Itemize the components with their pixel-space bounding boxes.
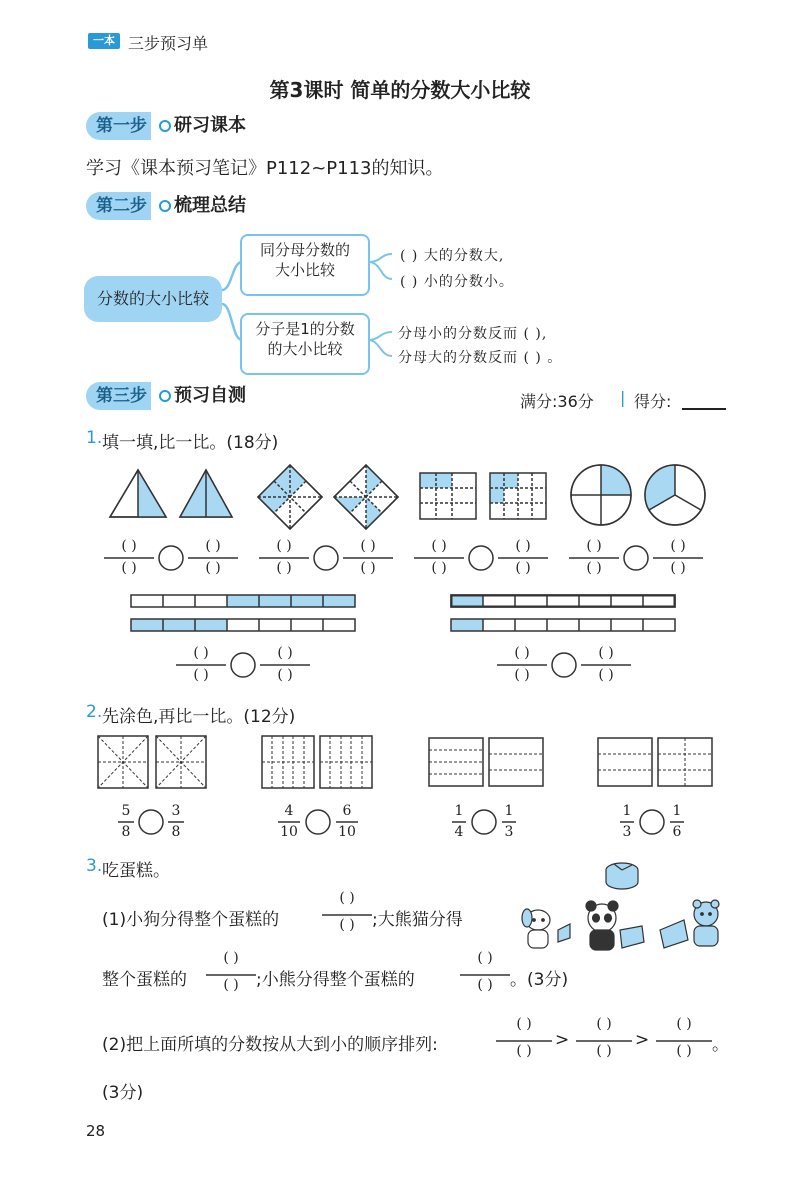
q2-compare-circle-4[interactable] xyxy=(640,810,664,834)
q2-rect-1-6 xyxy=(658,738,712,786)
q1-blank-10-den[interactable]: ( ) xyxy=(277,667,293,683)
q1-blank-9-den[interactable]: ( ) xyxy=(193,667,209,683)
q3-blank1-num[interactable]: ( ) xyxy=(339,890,355,906)
q3-p2-score: (3分) xyxy=(102,1083,144,1103)
q1-text: 填一填,比一比。(18分) xyxy=(102,433,279,453)
q3-blank2-den[interactable]: ( ) xyxy=(223,977,239,993)
q3-p2-gt1: > xyxy=(555,1030,570,1050)
q2-compare-circle-2[interactable] xyxy=(306,810,330,834)
step1-text: 学习《课本预习笔记》P112~P113的知识。 xyxy=(86,158,444,179)
q2-frac-4a-num: 1 xyxy=(622,803,632,819)
q1-strip-d xyxy=(451,619,675,631)
q1-blank-6-den[interactable]: ( ) xyxy=(515,560,531,576)
step1-tag: 第一步 xyxy=(86,112,151,140)
q3-p2-blank2-den[interactable]: ( ) xyxy=(596,1043,612,1059)
q2-frac-2a-num: 4 xyxy=(284,803,294,819)
q1-strip-b xyxy=(131,619,355,631)
full-score: 满分:36分 xyxy=(520,392,594,411)
q3-number: 3. xyxy=(86,856,103,876)
q3-p2-a: (2)把上面所填的分数按从大到小的顺序排列: xyxy=(102,1035,438,1055)
q3-p2-blank2-num[interactable]: ( ) xyxy=(596,1016,612,1032)
q2-frac-1b-den: 8 xyxy=(171,824,181,840)
branch1-title-line2: 大小比较 xyxy=(274,261,335,279)
q2-compare-circle-3[interactable] xyxy=(472,810,496,834)
lesson-title: 第3课时 简单的分数大小比较 xyxy=(269,78,531,102)
step1-name: 研习课本 xyxy=(174,115,246,136)
q1-blank-3-den[interactable]: ( ) xyxy=(276,560,292,576)
q1-circle-b xyxy=(645,465,705,525)
q2-rect-1-3b xyxy=(598,738,652,786)
q2-compare-circle-1[interactable] xyxy=(139,810,163,834)
q3-text: 吃蛋糕。 xyxy=(102,861,170,881)
q2-frac-2b-den: 10 xyxy=(338,824,356,840)
q1-grid-a xyxy=(420,473,476,519)
q3-p2-blank1-num[interactable]: ( ) xyxy=(516,1016,532,1032)
q2-frac-1b-num: 3 xyxy=(171,803,181,819)
q3-blank2-num[interactable]: ( ) xyxy=(223,950,239,966)
q3-p2-gt2: > xyxy=(635,1030,650,1050)
score-blank[interactable] xyxy=(682,408,726,410)
q3-p2-blank3-num[interactable]: ( ) xyxy=(676,1016,692,1032)
step3-name: 预习自测 xyxy=(174,385,246,406)
q1-blank-10-num[interactable]: ( ) xyxy=(277,645,293,661)
step2-tag: 第二步 xyxy=(86,192,151,220)
q3-blank1-den[interactable]: ( ) xyxy=(339,917,355,933)
q3-blank3-den[interactable]: ( ) xyxy=(477,977,493,993)
score-got-label: 得分: xyxy=(634,392,672,411)
mindmap-branch2 xyxy=(240,313,370,375)
q2-frac-3b-den: 3 xyxy=(504,824,514,840)
branch1-fill2: ( ) 小的分数小。 xyxy=(400,274,514,290)
q1-triangle-a xyxy=(110,470,166,517)
step3-tag: 第三步 xyxy=(86,382,151,410)
q1-compare-circle-5[interactable] xyxy=(231,653,255,677)
q3-p1-c: 整个蛋糕的 xyxy=(102,970,187,990)
q2-frac-4a-den: 3 xyxy=(622,824,632,840)
q1-blank-8-den[interactable]: ( ) xyxy=(670,560,686,576)
q1-blank-12-den[interactable]: ( ) xyxy=(598,667,614,683)
q2-frac-1a-num: 5 xyxy=(121,803,131,819)
brand-title: 三步预习单 xyxy=(128,34,209,53)
q3-p2-blank3-den[interactable]: ( ) xyxy=(676,1043,692,1059)
q1-diamond-b xyxy=(334,465,398,529)
q1-compare-circle-4[interactable] xyxy=(624,546,648,570)
q2-frac-2a-den: 10 xyxy=(280,824,298,840)
q2-frac-4b-den: 6 xyxy=(672,824,682,840)
q2-frac-3a-num: 1 xyxy=(454,803,464,819)
q1-blank-4-den[interactable]: ( ) xyxy=(360,560,376,576)
branch2-fill1: 分母小的分数反而 ( ), xyxy=(398,326,548,342)
q1-blank-2-den[interactable]: ( ) xyxy=(205,560,221,576)
q1-blank-11-num[interactable]: ( ) xyxy=(514,645,530,661)
q1-triangle-b xyxy=(180,470,232,517)
q1-blank-4-num[interactable]: ( ) xyxy=(360,538,376,554)
q3-p2-blank1-den[interactable]: ( ) xyxy=(516,1043,532,1059)
branch1-title-line1: 同分母分数的 xyxy=(259,241,350,259)
q1-grid-b xyxy=(490,473,546,519)
q2-rect-1-3 xyxy=(489,738,543,786)
step3-dot xyxy=(159,390,171,402)
branch2-fill2: 分母大的分数反而 ( ) 。 xyxy=(398,350,563,366)
q3-p1-e: 。(3分) xyxy=(510,970,569,990)
q2-rect-4-10 xyxy=(262,736,314,788)
q3-p1-d: ;小熊分得整个蛋糕的 xyxy=(256,970,415,990)
q2-square-5-8 xyxy=(98,736,148,788)
q1-compare-circle-3[interactable] xyxy=(469,546,493,570)
q1-number: 1. xyxy=(86,428,103,448)
q1-strip-c-fill xyxy=(451,595,675,607)
q1-circle-a xyxy=(571,465,631,525)
q1-blank-11-den[interactable]: ( ) xyxy=(514,667,530,683)
q1-blank-1-den[interactable]: ( ) xyxy=(121,560,137,576)
q2-frac-1a-den: 8 xyxy=(121,824,131,840)
branch1-fill1: ( ) 大的分数大, xyxy=(400,248,505,264)
q3-p1-a: (1)小狗分得整个蛋糕的 xyxy=(102,910,280,930)
q1-blank-5-num[interactable]: ( ) xyxy=(431,538,447,554)
branch2-title-line1: 分子是1的分数 xyxy=(255,320,355,338)
q1-compare-circle-6[interactable] xyxy=(552,653,576,677)
q3-p2-end: 。 xyxy=(712,1035,729,1055)
q1-blank-2-num[interactable]: ( ) xyxy=(205,538,221,554)
q2-text: 先涂色,再比一比。(12分) xyxy=(102,707,296,727)
q2-rect-6-10 xyxy=(320,736,372,788)
q1-compare-circle-2[interactable] xyxy=(314,546,338,570)
q2-number: 2. xyxy=(86,702,103,722)
q2-frac-4b-num: 1 xyxy=(672,803,682,819)
q1-diamond-a xyxy=(258,465,322,529)
q2-rect-1-4 xyxy=(429,738,483,786)
q1-strip-a xyxy=(131,595,355,607)
q1-blank-7-num[interactable]: ( ) xyxy=(586,538,602,554)
step2-name: 梳理总结 xyxy=(174,195,246,216)
q2-frac-2b-num: 6 xyxy=(342,803,352,819)
score-separator: | xyxy=(620,388,626,407)
mindmap-branch1 xyxy=(240,234,370,296)
q2-square-3-8 xyxy=(156,736,206,788)
brand-badge: 一本 xyxy=(88,33,120,49)
q1-blank-5-den[interactable]: ( ) xyxy=(431,560,447,576)
branch2-title-line2: 的大小比较 xyxy=(267,340,343,358)
q2-frac-3a-den: 4 xyxy=(454,824,464,840)
q1-blank-1-num[interactable]: ( ) xyxy=(121,538,137,554)
q3-p1-b: ;大熊猫分得 xyxy=(372,910,463,930)
q1-blank-12-num[interactable]: ( ) xyxy=(598,645,614,661)
q1-blank-9-num[interactable]: ( ) xyxy=(193,645,209,661)
q2-frac-3b-num: 1 xyxy=(504,803,514,819)
q1-blank-6-num[interactable]: ( ) xyxy=(515,538,531,554)
q1-blank-3-num[interactable]: ( ) xyxy=(276,538,292,554)
q1-blank-8-num[interactable]: ( ) xyxy=(670,538,686,554)
page-number: 28 xyxy=(86,1122,106,1140)
q1-blank-7-den[interactable]: ( ) xyxy=(586,560,602,576)
mindmap-root: 分数的大小比较 xyxy=(84,276,222,322)
q1-compare-circle-1[interactable] xyxy=(159,546,183,570)
cake-animals-illustration xyxy=(510,858,730,958)
q3-blank3-num[interactable]: ( ) xyxy=(477,950,493,966)
